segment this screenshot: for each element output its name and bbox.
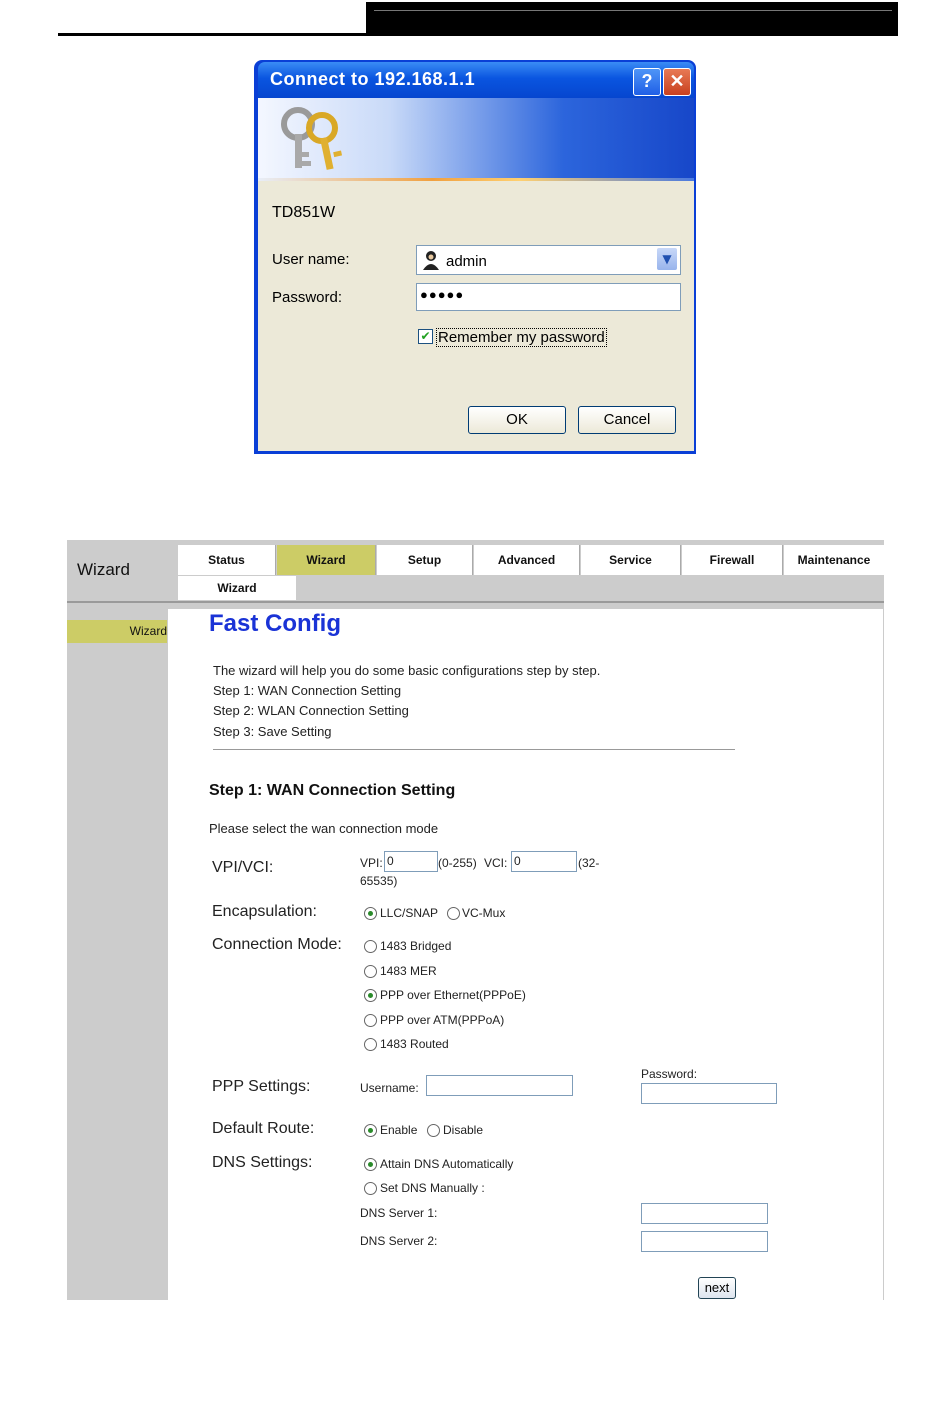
dns-server1-input[interactable] [641, 1203, 768, 1224]
vpi-input[interactable] [384, 851, 438, 872]
password-value: ●●●●● [420, 287, 465, 302]
vpi-value: 0 [387, 854, 394, 868]
select-text: Please select the wan connection mode [209, 821, 439, 836]
intro-line: The wizard will help you do some basic configurations step by step. [213, 663, 601, 678]
header-rule [58, 33, 366, 36]
next-button[interactable]: next [698, 1277, 736, 1299]
ok-button[interactable]: OK [468, 406, 566, 434]
keys-icon [278, 104, 348, 174]
radio-label: 1483 Routed [380, 1037, 449, 1051]
password-label: Password: [272, 289, 343, 306]
header-bar-line [374, 10, 892, 11]
remember-label[interactable]: Remember my password [438, 329, 605, 346]
close-icon[interactable]: ✕ [663, 68, 691, 96]
radio-label: 1483 MER [380, 964, 437, 978]
ppp-username-label: Username: [360, 1081, 419, 1095]
radio-route-enable[interactable] [364, 1124, 377, 1137]
radio-label: Attain DNS Automatically [380, 1157, 514, 1171]
dns-server1-label: DNS Server 1: [360, 1206, 438, 1220]
radio-1483-mer[interactable] [364, 965, 377, 978]
dns-settings-label: DNS Settings: [212, 1154, 313, 1171]
header-bar [366, 2, 898, 36]
radio-pppoa[interactable] [364, 1014, 377, 1027]
cancel-button[interactable]: Cancel [578, 406, 676, 434]
dns-server2-label: DNS Server 2: [360, 1234, 438, 1248]
ppp-username-input[interactable] [426, 1075, 573, 1096]
vci-input[interactable] [511, 851, 577, 872]
username-value: admin [446, 253, 487, 270]
radio-1483-routed[interactable] [364, 1038, 377, 1051]
radio-label: Enable [380, 1123, 418, 1137]
tab-setup[interactable]: Setup [377, 545, 473, 575]
intro-line: Step 3: Save Setting [213, 724, 332, 739]
vci-label: VCI: [484, 856, 508, 870]
remember-checkbox[interactable]: ✔ [418, 329, 433, 344]
radio-1483-bridged[interactable] [364, 940, 377, 953]
ppp-settings-label: PPP Settings: [212, 1078, 311, 1095]
ppp-password-input[interactable] [641, 1083, 777, 1104]
device-name: TD851W [272, 204, 336, 221]
sidebar-item-wizard[interactable]: Wizard [67, 620, 167, 643]
tab-status[interactable]: Status [178, 545, 276, 575]
step-heading: Step 1: WAN Connection Setting [209, 782, 456, 799]
intro-line: Step 1: WAN Connection Setting [213, 683, 402, 698]
page-title: Fast Config [209, 610, 341, 637]
tab-service[interactable]: Service [581, 545, 681, 575]
tab-firewall[interactable]: Firewall [682, 545, 783, 575]
dropdown-arrow-icon[interactable]: ▼ [657, 248, 677, 270]
divider [213, 749, 735, 750]
intro-line: Step 2: WLAN Connection Setting [213, 703, 409, 718]
subtab-wizard[interactable]: Wizard [178, 576, 296, 600]
radio-label: VC-Mux [462, 906, 506, 920]
dns-server2-input[interactable] [641, 1231, 768, 1252]
radio-dns-manual[interactable] [364, 1182, 377, 1195]
radio-vc-mux[interactable] [447, 907, 460, 920]
nav-divider [67, 601, 884, 603]
radio-label: Set DNS Manually : [380, 1181, 485, 1195]
radio-llc-snap[interactable] [364, 907, 377, 920]
dialog-title: Connect to 192.168.1.1 [270, 69, 476, 89]
radio-route-disable[interactable] [427, 1124, 440, 1137]
vpi-range: (0-255) [438, 856, 477, 870]
radio-dns-auto[interactable] [364, 1158, 377, 1171]
encapsulation-label: Encapsulation: [212, 903, 317, 920]
ppp-password-label: Password: [641, 1067, 698, 1081]
radio-label: Disable [443, 1123, 484, 1137]
radio-label: PPP over ATM(PPPoA) [380, 1013, 505, 1027]
vpi-label: VPI: [360, 856, 383, 870]
vci-range-cont: 65535) [360, 874, 398, 888]
tab-maintenance[interactable]: Maintenance [784, 545, 884, 575]
connection-mode-label: Connection Mode: [212, 936, 342, 953]
vci-range: (32- [578, 856, 600, 870]
tab-advanced[interactable]: Advanced [474, 545, 580, 575]
tab-wizard[interactable]: Wizard [277, 545, 376, 575]
user-icon [422, 250, 440, 270]
radio-label: 1483 Bridged [380, 939, 452, 953]
help-icon[interactable]: ? [633, 68, 661, 96]
brand-label: Wizard [77, 560, 130, 579]
vci-value: 0 [514, 854, 521, 868]
vpivci-label: VPI/VCI: [212, 859, 274, 876]
radio-pppoe[interactable] [364, 989, 377, 1002]
default-route-label: Default Route: [212, 1120, 315, 1137]
radio-label: PPP over Ethernet(PPPoE) [380, 988, 526, 1002]
username-label: User name: [272, 251, 350, 268]
radio-label: LLC/SNAP [380, 906, 439, 920]
